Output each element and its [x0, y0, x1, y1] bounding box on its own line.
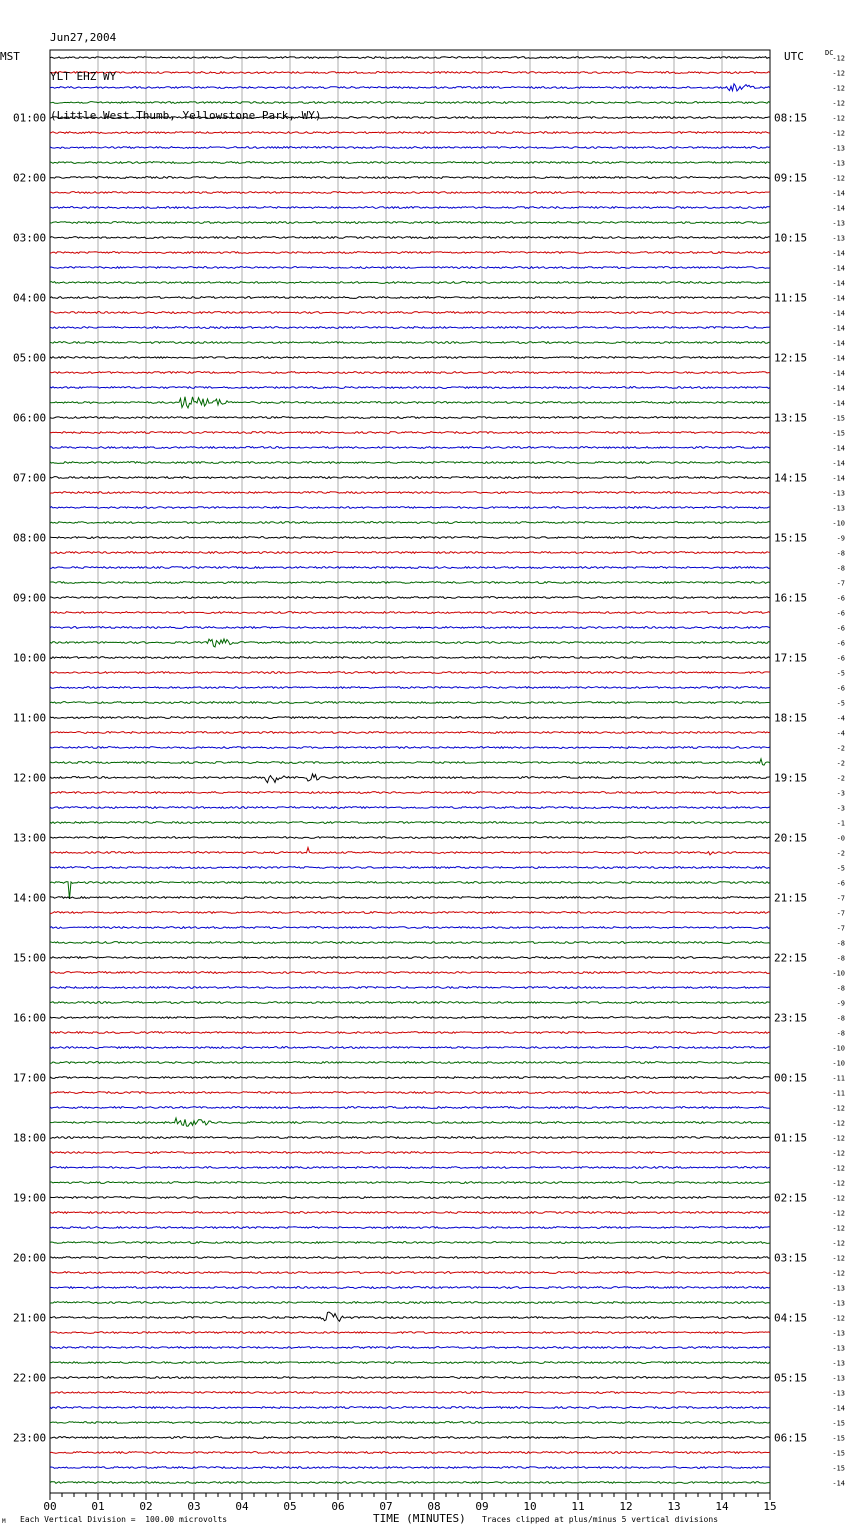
dc-offset-label: -5 [836, 669, 845, 678]
left-hour-label: 07:00 [13, 471, 47, 485]
trace-row [50, 1227, 770, 1229]
dc-offset-label: -6 [836, 654, 845, 663]
trace-row [50, 837, 770, 839]
trace-row [50, 162, 770, 164]
dc-offset-label: -14 [832, 444, 845, 453]
trace-row [50, 1392, 770, 1394]
trace-row [50, 537, 770, 539]
trace-row [50, 657, 770, 659]
dc-offset-label: -12 [832, 1149, 845, 1158]
dc-offset-label: -14 [832, 189, 845, 198]
x-tick-label: 08 [427, 1500, 441, 1513]
dc-offset-label: -15 [832, 429, 845, 438]
dc-offset-label: -12 [832, 129, 845, 138]
trace-row [50, 327, 770, 329]
left-hour-label: 04:00 [13, 291, 47, 305]
right-hour-label: 11:15 [774, 291, 808, 305]
trace-row [50, 747, 770, 749]
right-hour-label: 15:15 [774, 531, 808, 545]
trace-row [50, 222, 770, 224]
dc-offset-label: -14 [832, 1404, 845, 1413]
trace-row [50, 1482, 770, 1484]
left-hour-label: 15:00 [13, 951, 47, 965]
dc-offset-label: -14 [832, 309, 845, 318]
left-hour-label: 09:00 [13, 591, 47, 605]
dc-offset-label: -14 [832, 459, 845, 468]
left-hour-label: 14:00 [13, 891, 47, 905]
x-tick-label: 12 [619, 1500, 633, 1513]
left-hour-label: 16:00 [13, 1011, 47, 1025]
trace-row [50, 1332, 770, 1334]
footer-left-mark: M [2, 1518, 6, 1525]
dc-offset-label: -10 [832, 1044, 845, 1053]
x-tick-label: 11 [571, 1500, 585, 1513]
trace-row [50, 1312, 770, 1321]
trace-row [50, 477, 770, 479]
left-hour-label: 06:00 [13, 411, 47, 425]
trace-row [50, 312, 770, 314]
dc-offset-label: -11 [832, 1074, 845, 1083]
dc-offset-label: -13 [832, 1359, 845, 1368]
right-hour-label: 19:15 [774, 771, 808, 785]
dc-offset-label: -14 [832, 1479, 845, 1488]
dc-offset-label: -6 [836, 594, 845, 603]
trace-row [50, 1437, 770, 1439]
trace-row [50, 957, 770, 959]
x-axis-title: TIME (MINUTES) [373, 1512, 466, 1525]
trace-row [50, 1212, 770, 1214]
dc-offset-label: -8 [836, 564, 845, 573]
trace-row [50, 1047, 770, 1049]
dc-offset-label: -12 [832, 1254, 845, 1263]
trace-row [50, 1272, 770, 1274]
right-timezone-label: UTC [784, 50, 804, 63]
dc-offset-label: -7 [836, 924, 845, 933]
clip-note: Traces clipped at plus/minus 5 vertical divisions [482, 1515, 719, 1524]
trace-row [50, 507, 770, 509]
dc-offset-label: -15 [832, 1434, 845, 1443]
trace-row [50, 417, 770, 419]
right-hour-label: 21:15 [774, 891, 808, 905]
dc-offset-label: -12 [832, 1134, 845, 1143]
dc-offset-label: -14 [832, 354, 845, 363]
trace-row [50, 1092, 770, 1094]
dc-offset-label: -7 [836, 579, 845, 588]
trace-row [50, 282, 770, 284]
dc-offset-label: -7 [836, 909, 845, 918]
x-tick-label: 09 [475, 1500, 489, 1513]
left-hour-label: 08:00 [13, 531, 47, 545]
trace-row [50, 1107, 770, 1109]
dc-offset-label: -14 [832, 249, 845, 258]
header-station: YLT EHZ WY [50, 70, 117, 83]
left-hour-label: 21:00 [13, 1311, 47, 1325]
right-hour-label: 22:15 [774, 951, 808, 965]
dc-offset-label: -12 [832, 1119, 845, 1128]
dc-offset-label: -14 [832, 264, 845, 273]
x-tick-label: 13 [667, 1500, 681, 1513]
dc-offset-label: -12 [832, 1194, 845, 1203]
left-timezone-label: MST [0, 50, 20, 63]
trace-row [50, 1287, 770, 1289]
dc-offset-label: -12 [832, 69, 845, 78]
dc-offset-label: -2 [836, 849, 845, 858]
dc-offset-label: -15 [832, 414, 845, 423]
trace-row [50, 927, 770, 929]
trace-row [50, 372, 770, 374]
dc-offset-label: -15 [832, 1419, 845, 1428]
left-hour-label: 11:00 [13, 711, 47, 725]
trace-row [50, 882, 770, 899]
dc-offset-label: -5 [836, 699, 845, 708]
trace-row [50, 147, 770, 149]
dc-offset-label: -15 [832, 1464, 845, 1473]
right-hour-label: 20:15 [774, 831, 808, 845]
trace-row [50, 297, 770, 299]
trace-row [50, 612, 770, 614]
left-hour-label: 18:00 [13, 1131, 47, 1145]
trace-row [50, 1077, 770, 1079]
left-hour-label: 19:00 [13, 1191, 47, 1205]
trace-row [50, 1242, 770, 1244]
trace-row [50, 912, 770, 914]
dc-offset-label: -13 [832, 504, 845, 513]
dc-offset-label: -2 [836, 744, 845, 753]
trace-row [50, 1017, 770, 1019]
dc-offset-label: -12 [832, 1179, 845, 1188]
dc-offset-label: -13 [832, 1389, 845, 1398]
trace-row [50, 597, 770, 599]
x-tick-label: 10 [523, 1500, 537, 1513]
dc-offset-label: -8 [836, 1029, 845, 1038]
right-hour-label: 13:15 [774, 411, 808, 425]
left-hour-label: 17:00 [13, 1071, 47, 1085]
left-hour-label: 10:00 [13, 651, 47, 665]
trace-row [50, 627, 770, 629]
trace-row [50, 807, 770, 809]
trace-row [50, 1062, 770, 1064]
trace-row [50, 1197, 770, 1199]
left-hour-label: 20:00 [13, 1251, 47, 1265]
x-tick-label: 05 [283, 1500, 297, 1513]
x-tick-label: 01 [91, 1500, 105, 1513]
right-hour-label: 05:15 [774, 1371, 808, 1385]
x-tick-label: 00 [43, 1500, 57, 1513]
dc-offset-label: -13 [832, 1344, 845, 1353]
trace-row [50, 792, 770, 794]
dc-offset-label: -5 [836, 864, 845, 873]
trace-row [50, 237, 770, 239]
dc-offset-label: -14 [832, 474, 845, 483]
dc-offset-label: -12 [832, 1164, 845, 1173]
dc-offset-label: -14 [832, 279, 845, 288]
left-hour-label: 22:00 [13, 1371, 47, 1385]
trace-row [50, 397, 770, 408]
right-hour-label: 23:15 [774, 1011, 808, 1025]
trace-row [50, 972, 770, 974]
right-hour-label: 00:15 [774, 1071, 808, 1085]
scale-note: Each Vertical Division = 100.00 microvolts [20, 1515, 228, 1524]
trace-row [50, 687, 770, 689]
dc-offset-label: -13 [832, 1284, 845, 1293]
dc-offset-label: -12 [832, 1239, 845, 1248]
trace-row [50, 267, 770, 269]
dc-offset-label: -13 [832, 144, 845, 153]
dc-offset-label: -13 [832, 1374, 845, 1383]
left-hour-label: 02:00 [13, 171, 47, 185]
dc-offset-label: -8 [836, 954, 845, 963]
trace-row [50, 1152, 770, 1154]
dc-offset-label: -4 [836, 729, 845, 738]
x-tick-label: 03 [187, 1500, 201, 1513]
dc-offset-label: -2 [836, 774, 845, 783]
right-hour-label: 12:15 [774, 351, 808, 365]
dc-offset-label: -8 [836, 1014, 845, 1023]
dc-offset-label: -12 [832, 54, 845, 63]
dc-offset-label: -12 [832, 1314, 845, 1323]
dc-offset-label: -12 [832, 1209, 845, 1218]
dc-offset-label: -14 [832, 339, 845, 348]
trace-row [50, 942, 770, 944]
left-hour-label: 12:00 [13, 771, 47, 785]
x-tick-label: 02 [139, 1500, 153, 1513]
trace-row [50, 717, 770, 719]
dc-offset-label: -13 [832, 234, 845, 243]
dc-offset-label: -7 [836, 894, 845, 903]
trace-row [50, 1347, 770, 1349]
dc-offset-label: -14 [832, 294, 845, 303]
dc-offset-label: -12 [832, 1224, 845, 1233]
right-hour-label: 02:15 [774, 1191, 808, 1205]
x-tick-label: 14 [715, 1500, 729, 1513]
trace-row [50, 1118, 770, 1126]
trace-row [50, 672, 770, 674]
dc-offset-label: -8 [836, 939, 845, 948]
trace-row [50, 1467, 770, 1469]
trace-row [50, 582, 770, 584]
dc-offset-label: -12 [832, 84, 845, 93]
trace-row [50, 192, 770, 194]
dc-offset-label: -12 [832, 174, 845, 183]
left-hour-label: 03:00 [13, 231, 47, 245]
dc-offset-label: -10 [832, 1059, 845, 1068]
right-hour-label: 06:15 [774, 1431, 808, 1445]
dc-offset-label: -13 [832, 489, 845, 498]
trace-row [50, 1452, 770, 1454]
trace-row [50, 848, 770, 855]
trace-row [50, 732, 770, 734]
dc-offset-label: -14 [832, 324, 845, 333]
trace-row [50, 822, 770, 824]
dc-offset-label: -13 [832, 219, 845, 228]
right-hour-label: 01:15 [774, 1131, 808, 1145]
trace-row [50, 1137, 770, 1139]
trace-row [50, 759, 770, 765]
trace-row [50, 567, 770, 569]
dc-offset-label: -9 [836, 999, 845, 1008]
dc-offset-label: -6 [836, 684, 845, 693]
trace-row [50, 1422, 770, 1424]
dc-offset-label: -10 [832, 519, 845, 528]
right-hour-label: 18:15 [774, 711, 808, 725]
dc-offset-label: -12 [832, 1269, 845, 1278]
dc-offset-label: -6 [836, 624, 845, 633]
trace-row [50, 207, 770, 209]
dc-offset-label: -13 [832, 1299, 845, 1308]
header-location: (Little West Thumb, Yellowstone Park, WY) [50, 109, 322, 122]
right-hour-label: 17:15 [774, 651, 808, 665]
x-tick-label: 04 [235, 1500, 249, 1513]
dc-offset-label: -13 [832, 1329, 845, 1338]
x-tick-label: 06 [331, 1500, 345, 1513]
dc-offset-label: -3 [836, 789, 845, 798]
dc-offset-label: -14 [832, 399, 845, 408]
dc-offset-label: -4 [836, 714, 845, 723]
dc-offset-label: -6 [836, 639, 845, 648]
dc-offset-label: -9 [836, 534, 845, 543]
trace-row [50, 639, 770, 647]
dc-offset-label: -12 [832, 1104, 845, 1113]
dc-offset-label: -6 [836, 879, 845, 888]
dc-offset-label: -13 [832, 159, 845, 168]
dc-offset-label: -14 [832, 369, 845, 378]
dc-offset-label: -0 [836, 834, 845, 843]
trace-row [50, 552, 770, 554]
dc-offset-label: -14 [832, 384, 845, 393]
trace-row [50, 987, 770, 989]
trace-row [50, 252, 770, 254]
right-hour-label: 03:15 [774, 1251, 808, 1265]
trace-row [50, 1362, 770, 1364]
dc-offset-label: -6 [836, 609, 845, 618]
header-date: Jun27,2004 [50, 31, 117, 44]
left-hour-label: 05:00 [13, 351, 47, 365]
trace-row [50, 1302, 770, 1304]
trace-row [50, 432, 770, 434]
right-hour-label: 09:15 [774, 171, 808, 185]
trace-row [50, 702, 770, 704]
trace-row [50, 492, 770, 494]
trace-row [50, 177, 770, 179]
trace-row [50, 1167, 770, 1169]
x-tick-label: 07 [379, 1500, 393, 1513]
trace-row [50, 1182, 770, 1184]
trace-row [50, 387, 770, 389]
right-hour-label: 16:15 [774, 591, 808, 605]
right-hour-label: 14:15 [774, 471, 808, 485]
dc-offset-label: -12 [832, 114, 845, 123]
trace-row [50, 462, 770, 464]
trace-row [50, 897, 770, 899]
dc-offset-label: -14 [832, 204, 845, 213]
dc-offset-label: -15 [832, 1449, 845, 1458]
dc-offset-label: -12 [832, 99, 845, 108]
trace-row [50, 774, 770, 783]
right-hour-label: 10:15 [774, 231, 808, 245]
trace-row [50, 1002, 770, 1004]
trace-row [50, 342, 770, 344]
right-hour-label: 04:15 [774, 1311, 808, 1325]
trace-row [50, 1257, 770, 1259]
dc-offset-label: -10 [832, 969, 845, 978]
trace-row [50, 1407, 770, 1409]
left-hour-label: 01:00 [13, 111, 47, 125]
header-block [50, 5, 322, 135]
dc-offset-label: -8 [836, 984, 845, 993]
left-hour-label: 13:00 [13, 831, 47, 845]
dc-offset-label: -2 [836, 759, 845, 768]
trace-row [50, 357, 770, 359]
dc-label: DC [825, 49, 834, 57]
right-hour-label: 08:15 [774, 111, 808, 125]
trace-row [50, 1377, 770, 1379]
x-tick-label: 15 [763, 1500, 777, 1513]
trace-row [50, 522, 770, 524]
dc-offset-label: -3 [836, 804, 845, 813]
trace-row [50, 447, 770, 449]
left-hour-label: 23:00 [13, 1431, 47, 1445]
dc-offset-label: -11 [832, 1089, 845, 1098]
dc-offset-label: -1 [836, 819, 845, 828]
dc-offset-label: -8 [836, 549, 845, 558]
trace-row [50, 867, 770, 869]
trace-row [50, 1032, 770, 1034]
